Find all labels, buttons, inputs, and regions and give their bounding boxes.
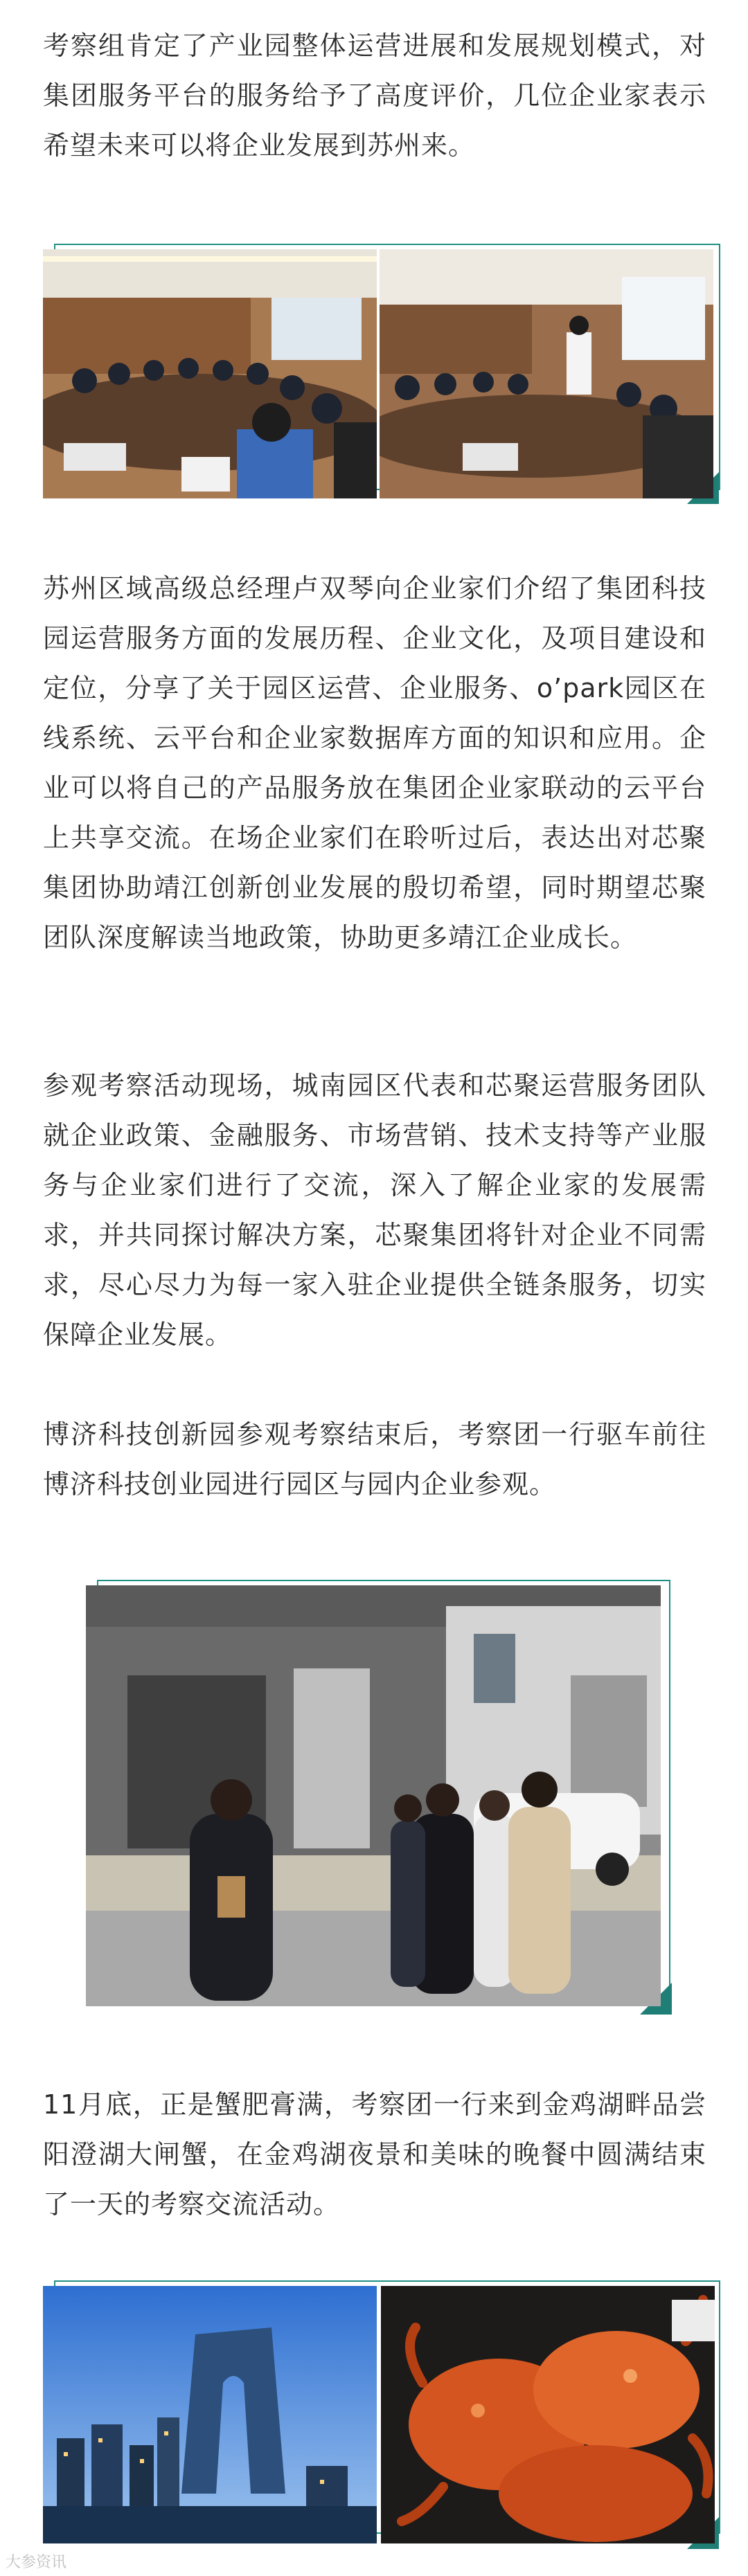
evening-photos-frame <box>43 2280 722 2557</box>
paragraph-park-tour: 博济科技创新园参观考察结束后，考察团一行驱车前往博济科技创业园进行园区与园内企业参观。 <box>43 1419 706 1499</box>
outdoor-photo-frame <box>86 1580 675 2023</box>
outdoor-group-photo <box>86 1585 661 2006</box>
crab-dinner-photo <box>381 2286 715 2543</box>
paragraph-site-visit: 参观考察活动现场，城南园区代表和芯聚运营服务团队就企业政策、金融服务、市场营销、技术支持等产业服务与企业家们进行了交流，深入了解企业家的发展需求，并共同探讨解决方案，芯聚集团将针对企业不同需求，尽心尽力为每一家入驻企业提供全链条服务，切实保障企业发展。 <box>43 1070 706 1350</box>
paragraph-evening: 11月底，正是蟹肥膏满，考察团一行来到金鸡湖畔品尝阳澄湖大闸蟹，在金鸡湖夜景和美味的晚餐中圆满结束了一天的考察交流活动。 <box>43 2089 706 2219</box>
meeting-photo-right <box>380 249 713 498</box>
city-night-photo <box>43 2286 377 2543</box>
meeting-photos-frame <box>43 244 722 512</box>
paragraph-evaluation: 考察组肯定了产业园整体运营进展和发展规划模式，对集团服务平台的服务给予了高度评价，几位企业家表示希望未来可以将企业发展到苏州来。 <box>43 30 706 161</box>
paragraph-introduction: 苏州区域高级总经理卢双琴向企业家们介绍了集团科技园运营服务方面的发展历程、企业文化，及项目建设和定位，分享了关于园区运营、企业服务、o’park园区在线系统、云平台和企业家数据库方面的知识和应用。企业可以将自己的产品服务放在集团企业家联动的云平台上共享交流。在场企业家们在聆听过后，表达出对芯聚集团协助靖江创新创业发展的殷切希望，同时期望芯聚团队深度解读当地政策，协助更多靖江企业成长。 <box>43 573 706 953</box>
watermark-logo: 大参资讯 <box>6 2554 67 2571</box>
meeting-photo-left <box>43 249 377 498</box>
